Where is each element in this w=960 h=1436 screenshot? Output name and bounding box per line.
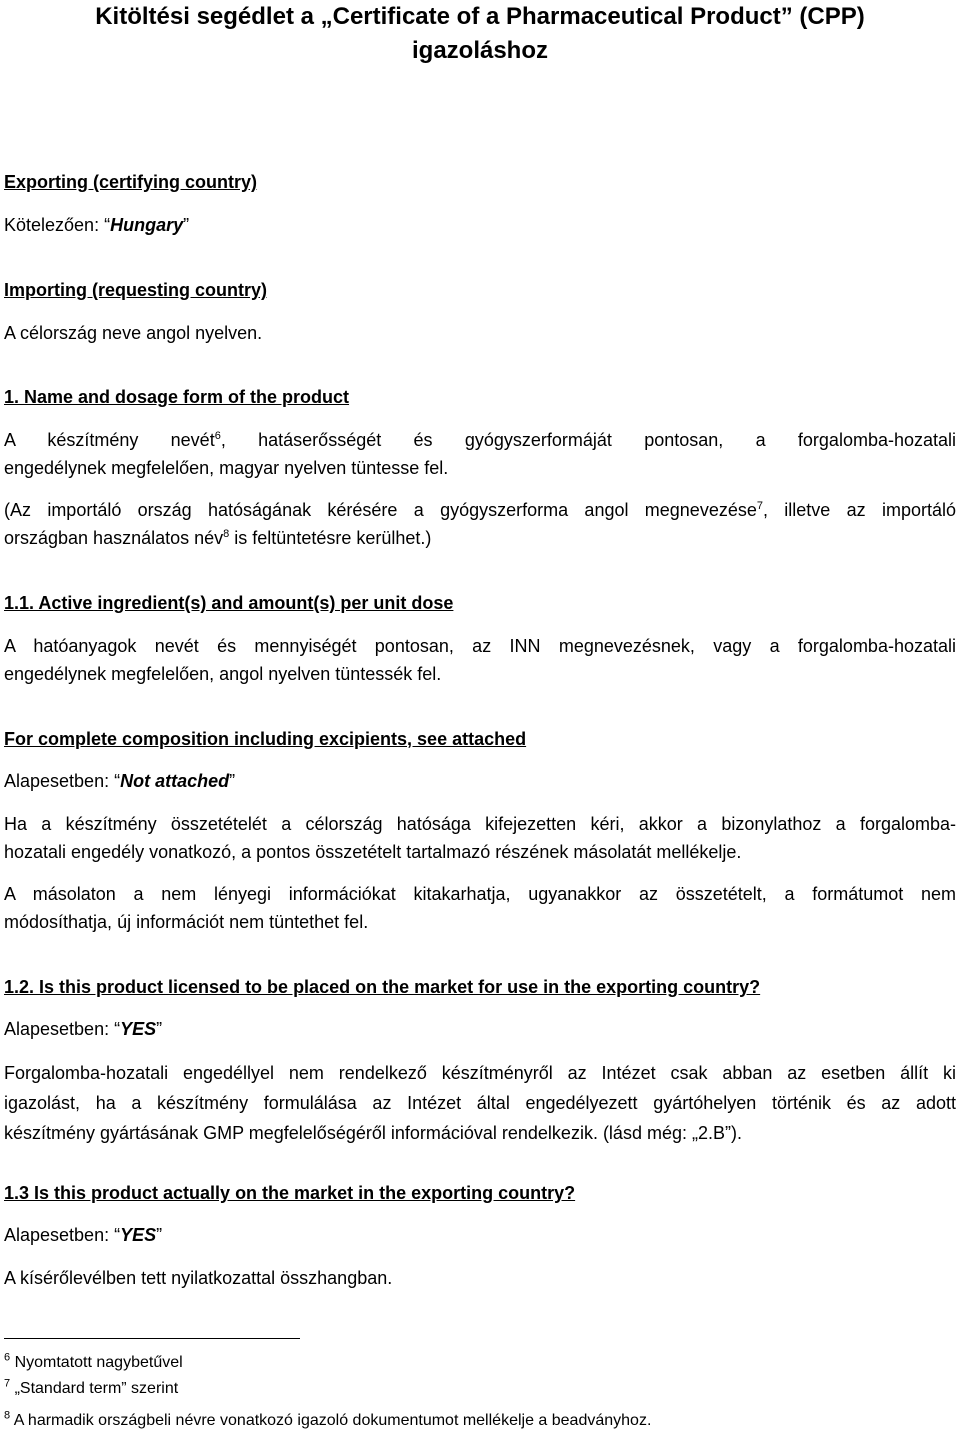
composition-para2-line2: módosíthatja, új információt nem tüntethet fel. (4, 912, 369, 932)
section-1-3-default-close: ” (156, 1225, 163, 1245)
footnote-number: 6 (4, 1351, 11, 1364)
composition-paragraph-2 (4, 880, 956, 936)
footnote-number: 8 (4, 1409, 11, 1422)
exporting-heading: Exporting (certifying country) (4, 172, 258, 192)
section-1-1-line2: engedélynek megfelelően, angol nyelven tüntessék fel. (4, 664, 442, 684)
exporting-value: Hungary (110, 215, 184, 235)
footnote-text: A harmadik országbeli névre vonatkozó igazoló dokumentumot mellékelje a beadványhoz. (10, 1412, 652, 1429)
title-line-2: igazoláshoz (411, 37, 549, 64)
text-fragment: (Az importáló ország hatóságának kérésére a gyógyszerforma angol megnevezése (4, 500, 757, 520)
text-fragment: , illetve az importáló (762, 500, 956, 520)
importing-text: A célország neve angol nyelven. (4, 323, 263, 343)
section-1-para2-line1 (4, 496, 956, 524)
composition-para1-line2: hozatali engedély vonatkozó, a pontos összetételt tartalmazó részének másolatát mellékelje. (4, 842, 742, 862)
composition-heading: For complete composition including excipients, see attached (4, 729, 527, 749)
section-1-2-default-close: ” (156, 1019, 163, 1039)
text-fragment: , hatáserősségét és gyógyszerformáját pontosan, a forgalomba-hozatali (220, 430, 957, 450)
section-1-para1-line1 (4, 426, 956, 454)
document-title (0, 0, 960, 68)
exporting-close: ” (183, 215, 190, 235)
section-1-paragraph-2 (4, 496, 956, 552)
section-1-2-default-value: YES (120, 1019, 157, 1039)
text-fragment: A készítmény nevét (4, 430, 215, 450)
section-1-heading: 1. Name and dosage form of the product (4, 387, 350, 407)
footnote-ref: 6 (214, 430, 221, 442)
composition-default (4, 767, 235, 795)
section-1-2-heading: 1.2. Is this product licensed to be placed on the market for use in the exporting country? (4, 977, 761, 997)
footnote-6 (4, 1352, 183, 1374)
exporting-default (4, 211, 189, 239)
section-1-2-line1: Forgalomba-hozatali engedéllyel nem rendelkező készítményről az Intézet csak abban az esetben állít ki (4, 1063, 956, 1083)
footnote-ref: 7 (756, 500, 763, 512)
footnote-text: „Standard term” szerint (10, 1380, 179, 1397)
footnote-number: 7 (4, 1377, 11, 1390)
footnote-separator (4, 1338, 300, 1339)
exporting-label: Kötelezően: “ (4, 215, 111, 235)
text-fragment: országban használatos név (4, 528, 224, 548)
section-1-paragraph-1 (4, 426, 956, 482)
section-1-3-heading: 1.3 Is this product actually on the market in the exporting country? (4, 1183, 576, 1203)
composition-default-label: Alapesetben: “ (4, 771, 121, 791)
section-1-2-default-label: Alapesetben: “ (4, 1019, 121, 1039)
composition-paragraph-1 (4, 810, 956, 866)
title-line-1: Kitöltési segédlet a „Certificate of a Pharmaceutical Product” (CPP) (95, 3, 865, 30)
composition-para1-line1: Ha a készítmény összetételét a célország hatósága kifejezetten kéri, akkor a bizonylathoz a forgalomba- (4, 814, 956, 834)
composition-default-close: ” (229, 771, 236, 791)
section-1-para1-line2: engedélynek megfelelően, magyar nyelven tüntesse fel. (4, 458, 449, 478)
footnote-7 (4, 1378, 178, 1400)
footnote-text: Nyomtatott nagybetűvel (10, 1354, 183, 1371)
section-1-1-heading: 1.1. Active ingredient(s) and amount(s) per unit dose (4, 593, 454, 613)
section-1-3-default (4, 1221, 162, 1249)
section-1-2-line3: készítmény gyártásának GMP megfelelőségéről információval rendelkezik. (lásd még: „2.B”). (4, 1123, 742, 1143)
importing-heading: Importing (requesting country) (4, 280, 267, 300)
section-1-2-line2: igazolást, ha a készítmény formulálása az Intézet által engedélyezett gyártóhelyen történik és az adott (4, 1093, 956, 1113)
text-fragment: is feltüntetésre kerülhet.) (229, 528, 432, 548)
section-1-2-paragraph (4, 1058, 956, 1148)
section-1-1-paragraph (4, 632, 956, 688)
section-1-3-default-label: Alapesetben: “ (4, 1225, 121, 1245)
footnote-ref: 8 (223, 528, 230, 540)
section-1-2-default (4, 1015, 162, 1043)
section-1-3-text: A kísérőlevélben tett nyilatkozattal összhangban. (4, 1268, 393, 1288)
section-1-1-line1: A hatóanyagok nevét és mennyiségét pontosan, az INN megnevezésnek, vagy a forgalomba-hozatali (4, 636, 956, 656)
section-1-para2-line2 (4, 524, 956, 552)
composition-para2-line1: A másolaton a nem lényegi információkat kitakarhatja, ugyanakkor az összetételt, a formátumot nem (4, 884, 956, 904)
section-1-3-default-value: YES (120, 1225, 157, 1245)
footnote-8 (4, 1410, 651, 1432)
composition-default-value: Not attached (120, 771, 230, 791)
